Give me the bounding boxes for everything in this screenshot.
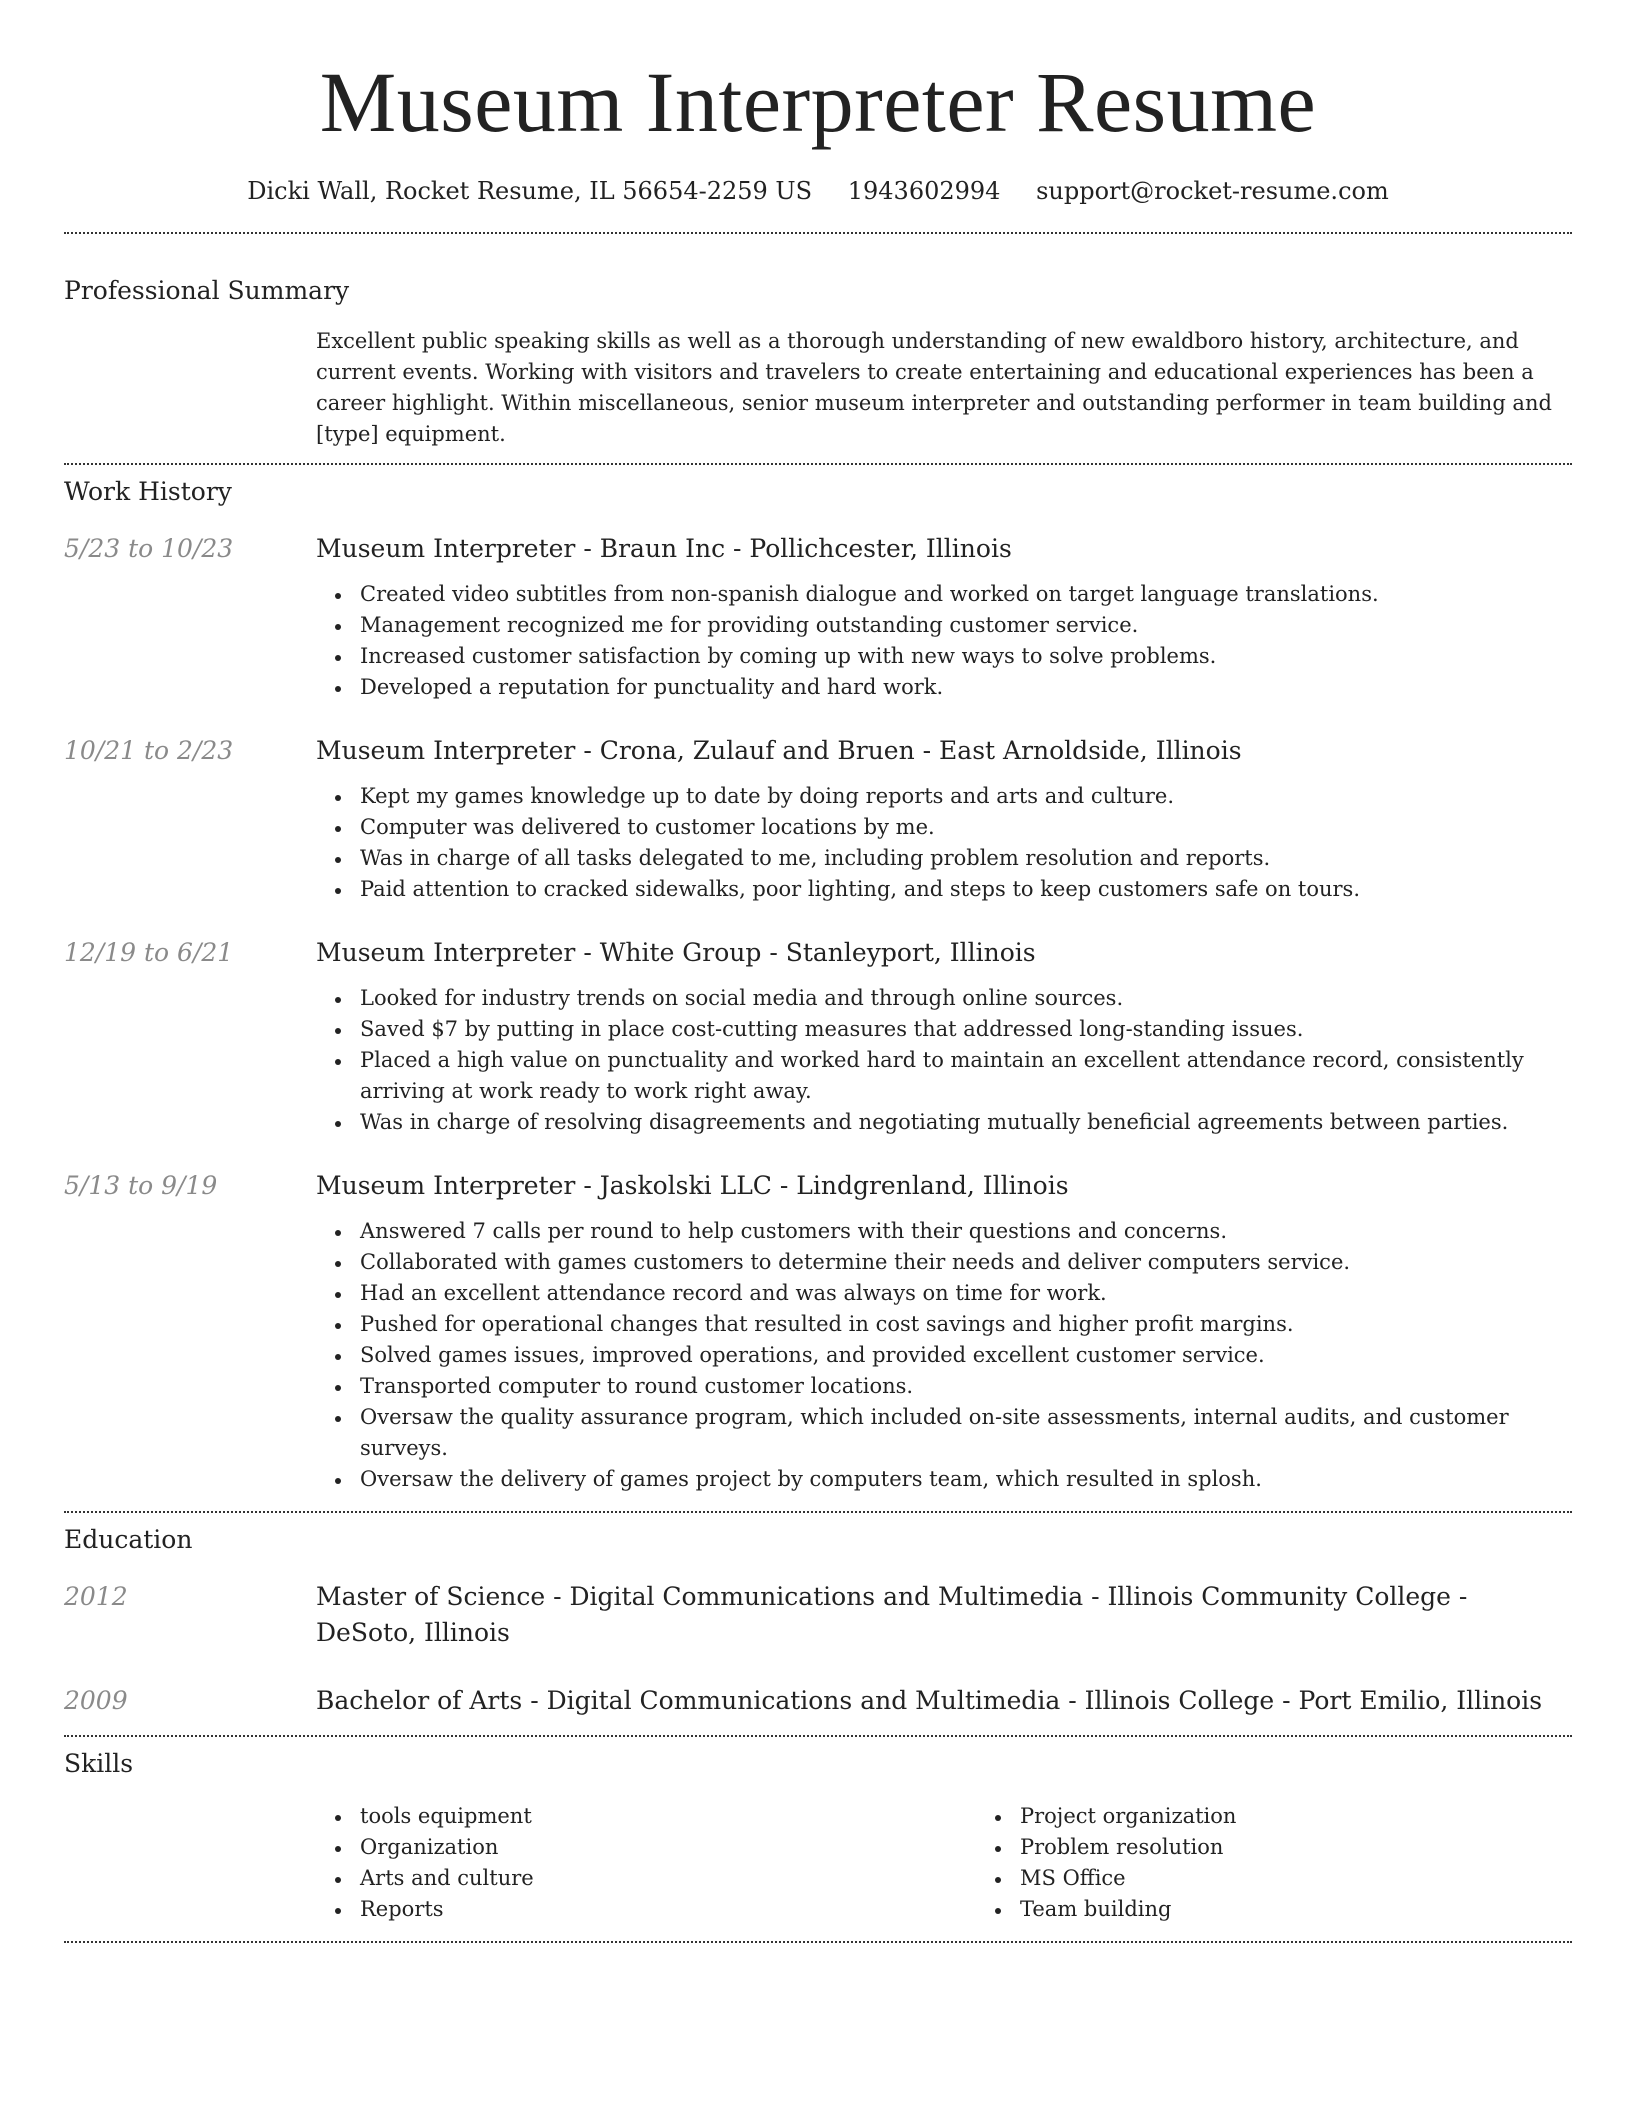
education-degree: Bachelor of Arts - Digital Communications and Multimedia - Illinois College - Port Emilio, Illinois: [316, 1686, 1543, 1715]
skill-item: MS Office: [1020, 1863, 1632, 1894]
education-entry: [64, 1579, 1572, 1651]
skill-item: tools equipment: [360, 1801, 976, 1832]
header-divider: [64, 232, 1572, 234]
job-title: Museum Interpreter - White Group - Stanleyport, Illinois: [316, 938, 1036, 967]
contact-line: [64, 174, 1572, 208]
skills-column-right: [976, 1801, 1632, 1925]
skills-heading: Skills: [64, 1749, 134, 1778]
duty-item: Kept my games knowledge up to date by doing reports and arts and culture.: [360, 781, 1572, 812]
job-title: Museum Interpreter - Jaskolski LLC - Lindgrenland, Illinois: [316, 1171, 1069, 1200]
duty-item: Oversaw the quality assurance program, which included on-site assessments, internal audits, and customer surveys.: [360, 1402, 1572, 1464]
duty-item: Had an excellent attendance record and was always on time for work.: [360, 1278, 1572, 1309]
job-title: Museum Interpreter - Crona, Zulauf and Bruen - East Arnoldside, Illinois: [316, 736, 1242, 765]
work-divider: [64, 1511, 1572, 1513]
contact-address: Dicki Wall, Rocket Resume, IL 56654-2259 US: [247, 177, 813, 205]
duty-item: Oversaw the delivery of games project by computers team, which resulted in splosh.: [360, 1464, 1572, 1495]
education-divider: [64, 1735, 1572, 1737]
education-degree: Master of Science - Digital Communications and Multimedia - Illinois Community College - DeSoto, Illinois: [316, 1582, 1468, 1647]
skill-item: Team building: [1020, 1894, 1632, 1925]
job-dates: 5/23 to 10/23: [64, 534, 234, 563]
job-dates: 10/21 to 2/23: [64, 736, 234, 765]
duty-item: Placed a high value on punctuality and worked hard to maintain an excellent attendance record, consistently arriving at work ready to work right away.: [360, 1045, 1572, 1107]
duty-item: Was in charge of all tasks delegated to me, including problem resolution and reports.: [360, 843, 1572, 874]
skill-item: Project organization: [1020, 1801, 1632, 1832]
job-entry: [64, 935, 1572, 1138]
job-entry: [64, 1168, 1572, 1495]
contact-phone: 1943602994: [847, 177, 1001, 205]
duty-item: Transported computer to round customer locations.: [360, 1371, 1572, 1402]
job-duties: [316, 1216, 1572, 1495]
job-entry: [64, 733, 1572, 905]
education-year: 2012: [64, 1582, 128, 1611]
job-title: Museum Interpreter - Braun Inc - Pollichcester, Illinois: [316, 534, 1012, 563]
work-history-heading: Work History: [64, 477, 232, 506]
job-duties: [316, 579, 1572, 703]
summary-text: Excellent public speaking skills as well as a thorough understanding of new ewaldboro history, architecture, and current events. Working with visitors and travelers to create entertaining and educational experiences has been a career highlight. Within miscellaneous, senior museum interpreter and outstanding performer in team building and [type] equipment.: [316, 329, 1552, 446]
skills-list: [316, 1801, 1632, 1925]
summary-heading: Professional Summary: [64, 276, 350, 305]
duty-item: Increased customer satisfaction by coming up with new ways to solve problems.: [360, 641, 1572, 672]
duty-item: Developed a reputation for punctuality and hard work.: [360, 672, 1572, 703]
job-dates: 12/19 to 6/21: [64, 938, 234, 967]
skills-spacer: [64, 1801, 316, 1925]
contact-email: support@rocket-resume.com: [1036, 177, 1389, 205]
summary-spacer: [64, 326, 316, 450]
skill-item: Problem resolution: [1020, 1832, 1632, 1863]
skill-item: Arts and culture: [360, 1863, 976, 1894]
duty-item: Created video subtitles from non-spanish dialogue and worked on target language translations.: [360, 579, 1572, 610]
skill-item: Reports: [360, 1894, 976, 1925]
resume-page: [64, 0, 1572, 1943]
job-duties: [316, 983, 1572, 1138]
education-entry: [64, 1683, 1572, 1719]
duty-item: Answered 7 calls per round to help customers with their questions and concerns.: [360, 1216, 1572, 1247]
duty-item: Solved games issues, improved operations, and provided excellent customer service.: [360, 1340, 1572, 1371]
duty-item: Collaborated with games customers to determine their needs and deliver computers service.: [360, 1247, 1572, 1278]
summary-divider: [64, 463, 1572, 465]
duty-item: Pushed for operational changes that resulted in cost savings and higher profit margins.: [360, 1309, 1572, 1340]
education-year: 2009: [64, 1686, 128, 1715]
education-heading: Education: [64, 1525, 193, 1554]
duty-item: Looked for industry trends on social media and through online sources.: [360, 983, 1572, 1014]
skills-divider: [64, 1941, 1572, 1943]
skills-column-left: [316, 1801, 976, 1925]
duty-item: Management recognized me for providing outstanding customer service.: [360, 610, 1572, 641]
duty-item: Paid attention to cracked sidewalks, poor lighting, and steps to keep customers safe on tours.: [360, 874, 1572, 905]
resume-title: Museum Interpreter Resume: [319, 54, 1317, 150]
job-duties: [316, 781, 1572, 905]
duty-item: Was in charge of resolving disagreements and negotiating mutually beneficial agreements between parties.: [360, 1107, 1572, 1138]
skill-item: Organization: [360, 1832, 976, 1863]
duty-item: Saved $7 by putting in place cost-cutting measures that addressed long-standing issues.: [360, 1014, 1572, 1045]
job-entry: [64, 531, 1572, 703]
duty-item: Computer was delivered to customer locations by me.: [360, 812, 1572, 843]
job-dates: 5/13 to 9/19: [64, 1171, 218, 1200]
